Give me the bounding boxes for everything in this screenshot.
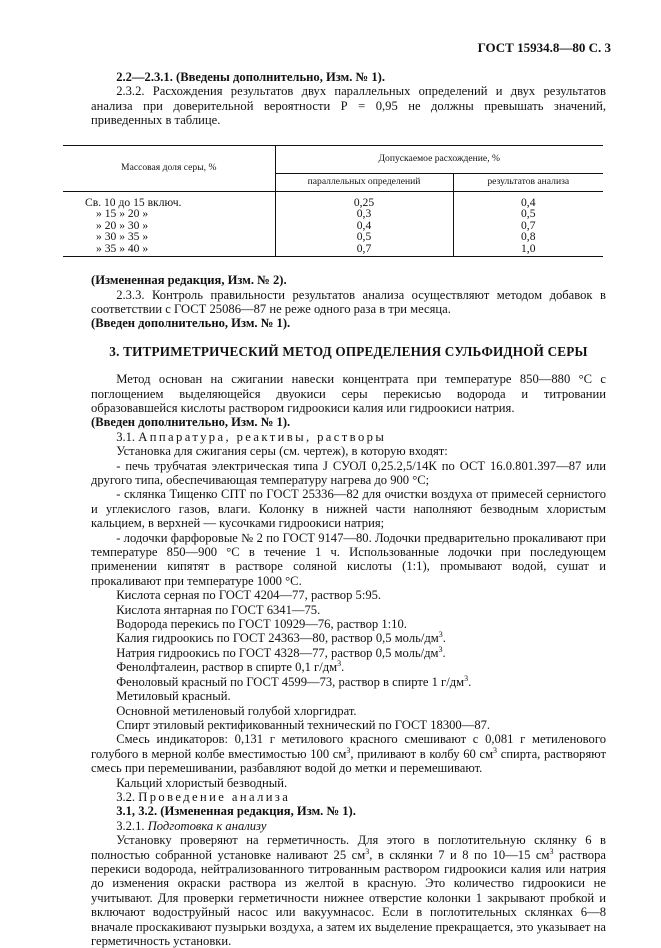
clause-3-2-1: 3.2.1. Подготовка к анализу <box>116 818 267 833</box>
table-row <box>63 243 603 257</box>
reagent-phenol-red: Феноловый красный по ГОСТ 4599—73, раствор в спирте 1 $г/дм^3$. <box>116 673 472 689</box>
amendment-1: (Введен дополнительно, Изм. № 1). <box>91 316 291 331</box>
table-cell-results: 0,5 <box>453 208 603 220</box>
table-cell-results: 1,0 <box>453 243 603 257</box>
amendment-3-1-3-2: 3.1, 3.2. (Измененная редакция, Изм. № 1). <box>116 804 356 819</box>
amendment-2: (Измененная редакция, Изм. № 2). <box>91 273 287 288</box>
reagent-methyl-red: Метиловый красный. <box>116 689 231 704</box>
tightness-check: Установку проверяют на герметичность. Для этого в поглотительную склянку 6 в полностью собранной установке наливают 25 $см^3$, в склянки 7 и 8 по 10—15 $см^3$ раствора перекиси водорода, нейтрализованного титрованным раствором гидроокиси калия или натрия до изменения окраски раствора из желтой в красную. Это количество гидроокиси не учитывают. Для проверки герметичности нижнее отверстие колонки 1 закрывают пробкой и включают водоструйный насос или вакуумнасос. Если в поглотительных склянках 6—8 вначале проскакивают пузырьки воздуха, а затем их выделение прекращается, это указывает на герметичность установки. <box>91 833 606 948</box>
table-header-results: результатов анализа <box>453 173 603 191</box>
clause-2-2: 2.2—2.3.1. (Введены дополнительно, Изм. № 1). <box>116 70 386 84</box>
table-row <box>63 231 603 243</box>
reagent-succinic-acid: Кислота янтарная по ГОСТ 6341—75. <box>116 602 321 617</box>
table-cell-range: Св. 10 до 15 включ. <box>85 195 182 209</box>
table-cell-range: » 30 » 35 » <box>96 230 149 244</box>
section-3-title: 3. ТИТРИМЕТРИЧЕСКИЙ МЕТОД ОПРЕДЕЛЕНИЯ СУЛЬФИДНОЙ СЕРЫ <box>109 343 588 359</box>
indicator-mixture: Смесь индикаторов: 0,131 г метилового красного смешивают с 0,081 г метиленового голубого в мерной колбе вместимостью 100 $см^3$, приливают в колбу 60 $см^3$ спирта, растворяют смесь при перемешивании, разбавляют водой до метки и перемешивают. <box>91 732 606 776</box>
clause-2-3-2: 2.3.2. Расхождения результатов двух параллельных определений и двух результатов анализа при доверительной вероятности Р = 0,95 не должны превышать значений, приведенных в таблице. <box>91 84 606 128</box>
reagent-potassium-hydroxide: Калия гидроокись по ГОСТ 24363—80, раствор 0,5 моль/$дм^3$. <box>116 630 446 646</box>
reagent-sulfuric-acid: Кислота серная по ГОСТ 4204—77, раствор 5:95. <box>116 588 382 603</box>
table-cell-results: 0,7 <box>453 220 603 232</box>
table-cell-results: 0,4 <box>453 191 603 208</box>
reagent-sodium-hydroxide: Натрия гидроокись по ГОСТ 4328—77, раствор 0,5 моль/$дм^3$. <box>116 644 446 660</box>
page-content <box>85 70 606 948</box>
installation-intro: Установка для сжигания серы (см. чертеж), в которую входят: <box>116 444 448 459</box>
table-row <box>63 191 603 208</box>
clause-2-3-3: 2.3.3. Контроль правильности результатов анализа осуществляют методом добавок в соответствии с ГОСТ 25086—87 не реже одного раза в три месяца. <box>91 287 606 316</box>
amendment-1-b: (Введен дополнительно, Изм. № 1). <box>91 415 291 430</box>
reagent-phenolphthalein: Фенолфталеин, раствор в спирте 0,1 $г/дм^3$. <box>116 659 345 675</box>
clause-3-2: 3.2. Проведение анализа <box>116 789 291 804</box>
item-flask: - склянка Тищенко СПТ по ГОСТ 25336—82 для очистки воздуха от примесей сернистого и углекислого газов, влаги. Колонку в нижней части наполняют безводным хлористым кальцием, в верхней — кусочками гидроокиси натрия; <box>91 487 606 531</box>
table-cell-parallel: 0,5 <box>275 231 453 243</box>
table-cell-range: » 20 » 30 » <box>96 218 149 232</box>
reagent-ethanol: Спирт этиловый ректификованный технический по ГОСТ 18300—87. <box>116 717 491 732</box>
table-cell-parallel: 0,3 <box>275 208 453 220</box>
reagent-calcium-chloride: Кальций хлористый безводный. <box>116 775 288 790</box>
table-cell-parallel: 0,25 <box>275 191 453 208</box>
table-cell-results: 0,8 <box>453 231 603 243</box>
item-boats: - лодочки фарфоровые № 2 по ГОСТ 9147—80. Лодочки предварительно прокаливают при температуре 850—900 °С в течение 1 ч. Использованные лодочки при последующем применении кипятят в растворе соляной кислоты (1:1), промывают водой, сушат и прокаливают при температуре 1000 °С. <box>91 530 606 588</box>
clause-3-1: 3.1. Аппаратура, реактивы, растворы <box>116 429 387 444</box>
item-furnace: - печь трубчатая электрическая типа J СУОЛ 0,25.2,5/14К по ОСТ 16.0.801.397—87 или другого типа, обеспечивающая температуру нагрева до 900 °С; <box>91 458 606 487</box>
reagent-hydrogen-peroxide: Водорода перекись по ГОСТ 10929—76, раствор 1:10. <box>116 617 407 632</box>
table-header-parallel: параллельных определений <box>275 173 453 191</box>
table-cell-parallel: 0,4 <box>275 220 453 232</box>
table-header-group: Допускаемое расхождение, % <box>275 145 603 173</box>
table-cell-parallel: 0,7 <box>275 243 453 257</box>
table-cell-range: » 15 » 20 » <box>96 207 149 221</box>
reagent-methylene-blue: Основной метиленовый голубой хлоргидрат. <box>116 703 357 718</box>
table-cell-range: » 35 » 40 » <box>63 243 275 257</box>
tolerance-table <box>63 145 603 258</box>
table-row <box>63 208 603 220</box>
table-header-sulfur: Массовая доля серы, % <box>63 145 275 191</box>
page-header: ГОСТ 15934.8—80 С. 3 <box>477 40 611 55</box>
method-description: Метод основан на сжигании навески концентрата при температуре 850—880 °С с поглощением выделяющейся двуокиси серы перекисью водорода и титровании образовавшейся кислоты раствором гидроокиси калия или гидроокиси натрия. <box>91 372 606 415</box>
